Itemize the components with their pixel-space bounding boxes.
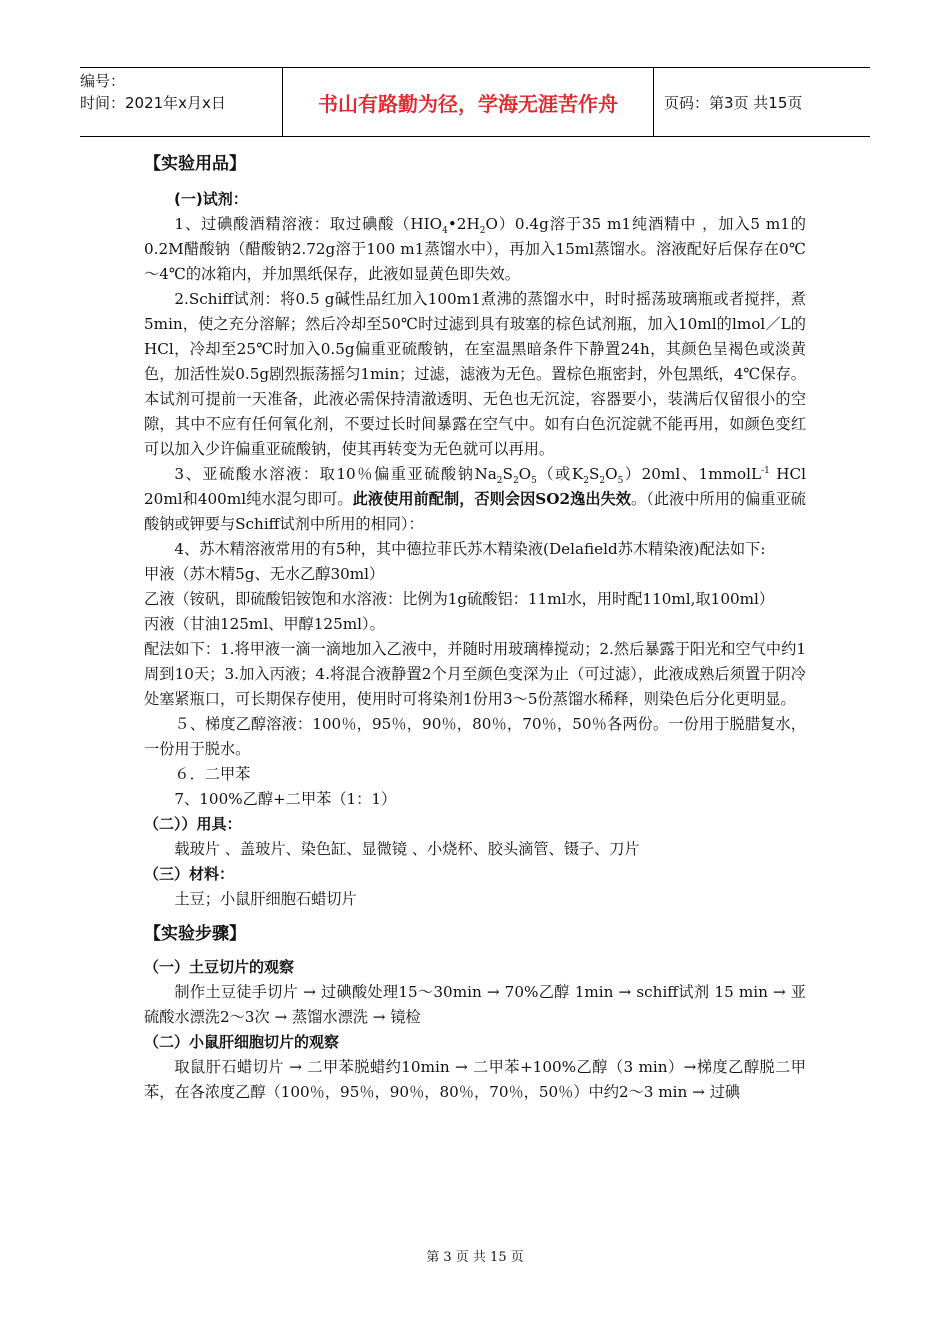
step-1-text: 制作土豆徒手切片 → 过碘酸处理15～30min → 70%乙醇 1min → schiff试剂 15 min → 亚硫酸水漂洗2～3次 → 蒸馏水漂洗 → 镜检 xyxy=(144,983,806,1026)
step-2-title: （二）小鼠肝细胞切片的观察 xyxy=(144,1033,340,1051)
tools-list: 载玻片 、盖玻片、染色缸、显微镜 、小烧杯、胶头滴管、镊子、刀片 xyxy=(174,840,640,858)
reagent-3-warning: 此液使用前配制，否则会因SO2逸出失效 xyxy=(352,490,631,508)
date-label: 时间：2021年x月x日 xyxy=(80,94,226,112)
section-title-supplies: 【实验用品】 xyxy=(144,154,246,174)
page-footer: 第 3 页 共 15 页 xyxy=(426,1250,524,1265)
reagent-4-solution-a: 甲液（苏木精5g、无水乙醇30ml） xyxy=(144,565,385,583)
reagent-7: 7、100%乙醇+二甲苯（1：1） xyxy=(174,790,397,808)
reagent-5: ５、梯度乙醇溶液：100％，95％，90％，80％，70％，50％各两份。一份用于脱腊复水，一份用于脱水。 xyxy=(144,715,806,758)
reagent-1: 1、过碘酸酒精溶液：取过碘酸$(HIO_4•2H_2O)0.4g$溶于35 m1纯酒精中 ，加入5 m1的0.2M醋酸钠（醋酸钠2.72g溶于100 m1蒸馏水中），再加入15ml蒸馏水。溶液配好后保存在0℃～4℃的冰箱内，并加黑纸保存，此液如显黄色即失效。 xyxy=(144,215,806,283)
reagent-6: ６．二甲苯 xyxy=(174,765,251,783)
header-page-number: 页码：第3页 共15页 xyxy=(664,93,803,112)
subsection-reagents: (一)试剂： xyxy=(174,190,248,208)
reagent-2: 2.Schiff试剂：将0.5 g碱性品红加入100m1煮沸的蒸馏水中，时时摇荡玻璃瓶或者搅拌，煮5min，使之充分溶解；然后冷却至50℃时过滤到具有玻塞的棕色试剂瓶，加入10ml的lmol／L的HCl，冷却至25℃时加入0.5g偏重亚硫酸钠，在室温黑暗条件下静置24h，其颜色呈褐色或淡黄色，加活性炭0.5g剧烈振荡摇匀1min；过滤，滤液为无色。置棕色瓶密封，外包黑纸，4℃保存。本试剂可提前一天准备，此液必需保持清澈透明、无色也无沉淀，容器要小，装满后仅留很小的空隙，其中不应有任何氧化剂，不要过长时间暴露在空气中。如有白色沉淀就不能再用，如颜色变红可以加入少许偏重亚硫酸钠，使其再转变为无色就可以再用。 xyxy=(144,290,806,458)
reagent-4: 4、苏木精溶液常用的有5种，其中德拉菲氏苏木精染液(Delafield苏木精染液)配法如下: xyxy=(174,540,766,558)
reagent-4-method: 配法如下：1.将甲液一滴一滴地加入乙液中，并随时用玻璃棒搅动；2.然后暴露于阳光和空气中约1周到10天；3.加入丙液；4.将混合液静置2个月至颜色变深为止（可过滤），此液成熟后须置于阴冷处塞紧瓶口，可长期保存使用，使用时可将染剂1份用3～5份蒸馏水稀释，则染色后分化更明显。 xyxy=(144,640,806,708)
page-header xyxy=(80,67,870,137)
document-body xyxy=(144,152,806,1105)
reagent-4-solution-c: 丙液（甘油125ml、甲醇125ml）。 xyxy=(144,615,385,633)
serial-label: 编号： xyxy=(80,72,126,90)
subsection-tools: （二））用具： xyxy=(144,815,242,833)
subsection-materials: （三）材料： xyxy=(144,865,235,883)
reagent-3: 3、亚硫酸水溶液：取10％偏重亚硫酸钠$Na_2S_2O_5$（或$K_2S_2O_5)20ml$、1mmolL$^{-1}$ HCl 20ml和400ml纯水混匀即可。此液使用前配制，否则会因SO2逸出失效。（此液中所用的偏重亚硫酸钠或钾要与Schiff试剂中所用的相同）： xyxy=(144,465,806,533)
reagent-4-solution-b: 乙液（铵矾，即硫酸铝铵饱和水溶液：比例为1g硫酸铝：11ml水，用时配110ml,取100ml） xyxy=(144,590,775,608)
section-title-steps: 【实验步骤】 xyxy=(144,924,246,944)
step-1-title: （一）土豆切片的观察 xyxy=(144,958,295,976)
header-motto: 书山有路勤为径，学海无涯苦作舟 xyxy=(282,68,654,136)
header-left xyxy=(80,68,282,138)
materials-list: 土豆；小鼠肝细胞石蜡切片 xyxy=(174,890,357,908)
step-2-text: 取鼠肝石蜡切片 → 二甲苯脱蜡约10min → 二甲苯+100%乙醇（3 min）→梯度乙醇脱二甲苯，在各浓度乙醇（100％，95％，90％，80％，70％，50％）中约2～3 min → 过碘 xyxy=(144,1058,806,1101)
